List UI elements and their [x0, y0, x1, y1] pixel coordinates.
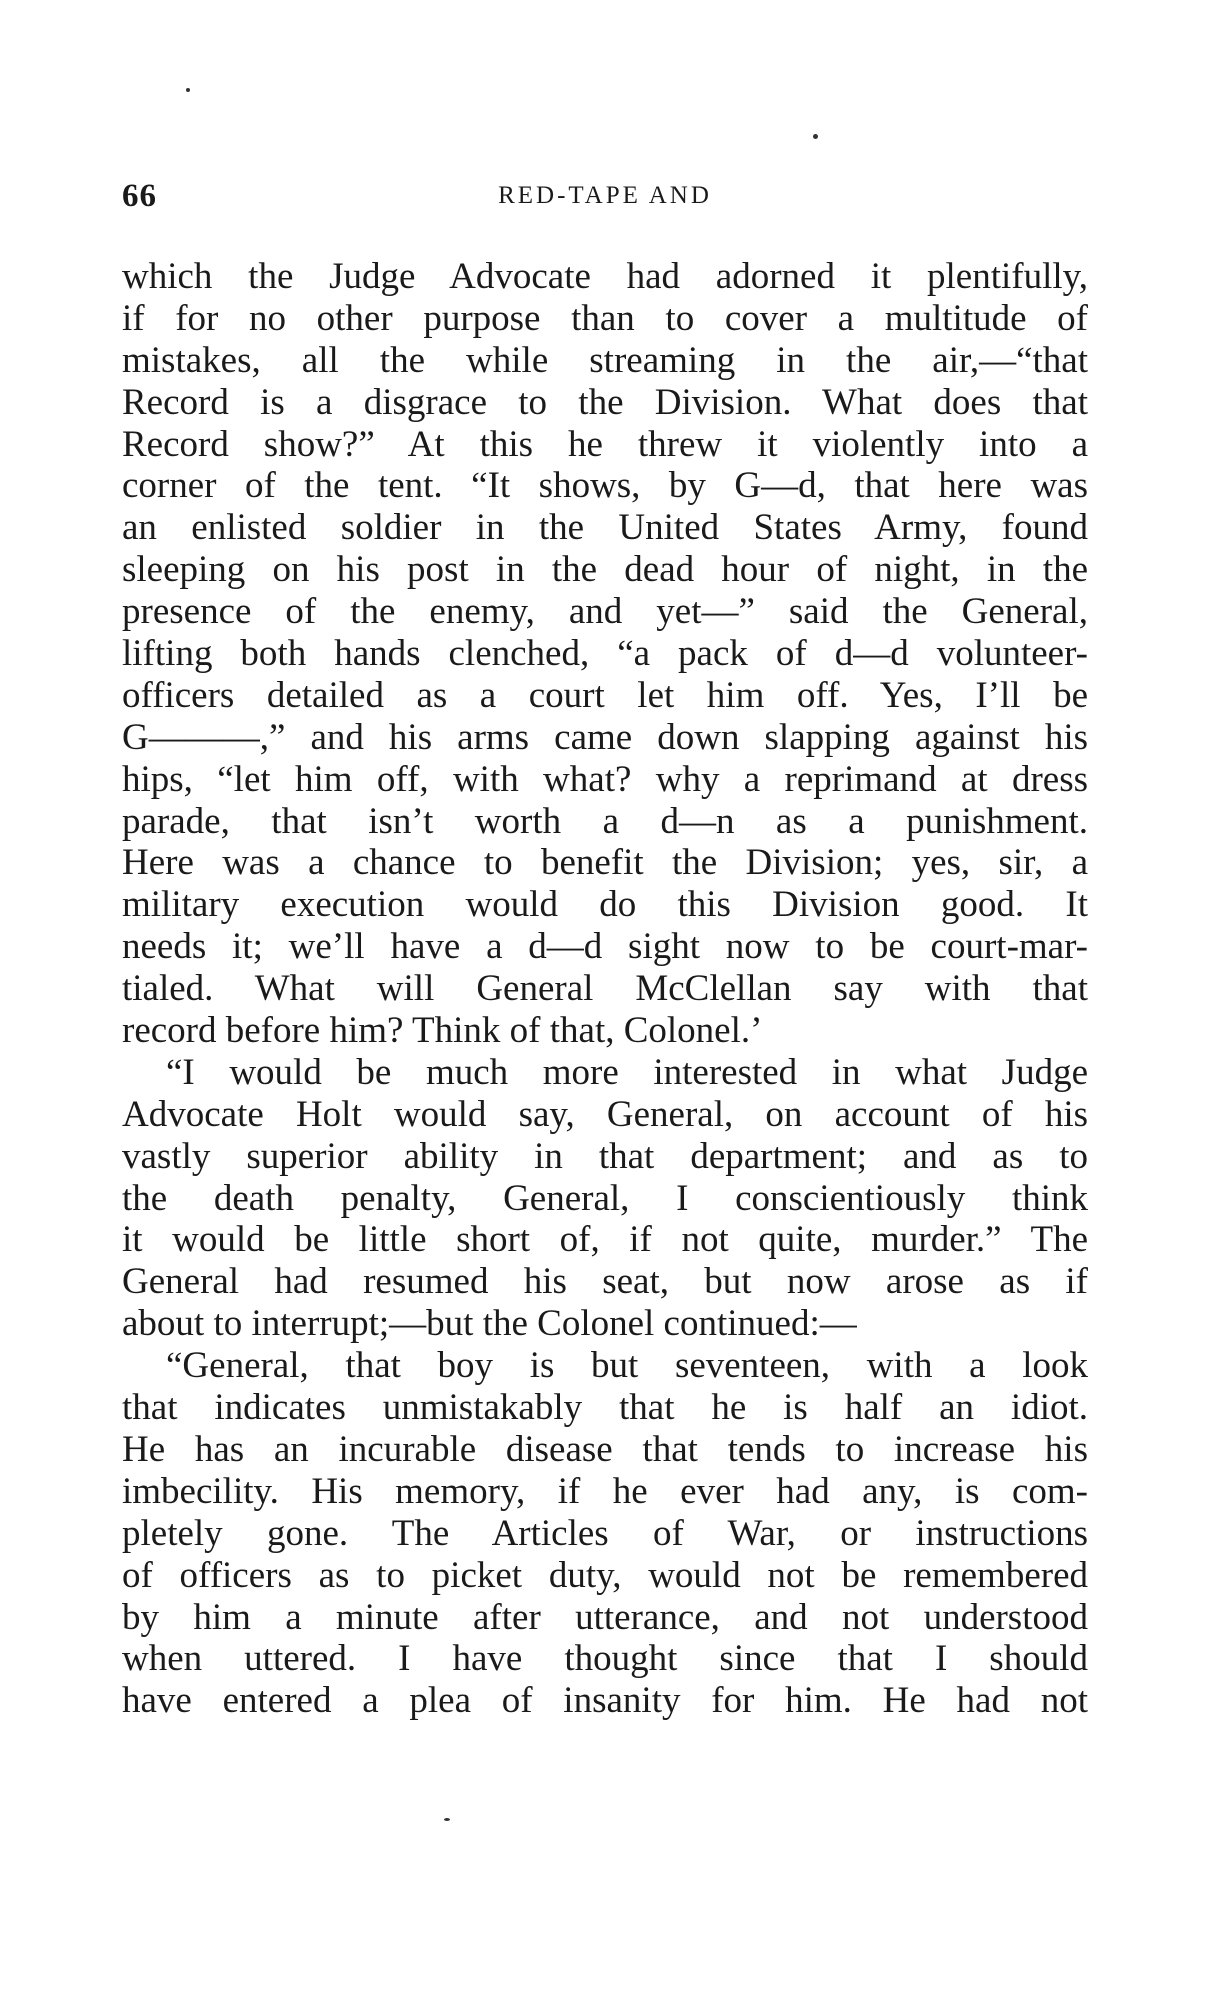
text-line: have entered a plea of insanity for him. He had not [122, 1680, 1088, 1722]
text-line: needs it; we’ll have a d—d sight now to be court-mar- [122, 926, 1088, 968]
text-line: hips, “let him off, with what? why a reprimand at dress [122, 758, 1088, 800]
text-line: an enlisted soldier in the United States Army, found [122, 507, 1088, 549]
text-line: corner of the tent. “It shows, by G—d, that here was [122, 465, 1088, 507]
running-head [122, 178, 1088, 218]
text-line: presence of the enemy, and yet—” said the General, [122, 591, 1088, 633]
text-line: G———,” and his arms came down slapping against his [122, 716, 1088, 758]
body-text [122, 256, 1088, 1722]
text-line: General had resumed his seat, but now arose as if [122, 1261, 1088, 1303]
text-line: He has an incurable disease that tends to increase his [122, 1428, 1088, 1470]
text-line: tialed. What will General McClellan say with that [122, 968, 1088, 1010]
print-speck [444, 1818, 450, 1821]
text-line: when uttered. I have thought since that I should [122, 1638, 1088, 1680]
text-line: it would be little short of, if not quite, murder.” The [122, 1219, 1088, 1261]
text-line: by him a minute after utterance, and not understood [122, 1596, 1088, 1638]
text-line: the death penalty, General, I conscientiously think [122, 1177, 1088, 1219]
text-line: Record is a disgrace to the Division. What does that [122, 381, 1088, 423]
text-line: record before him? Think of that, Colonel.’ [122, 1010, 763, 1052]
text-line: if for no other purpose than to cover a multitude of [122, 297, 1088, 339]
text-line: mistakes, all the while streaming in the air,—“that [122, 339, 1088, 381]
print-speck [186, 88, 190, 92]
text-line: which the Judge Advocate had adorned it plentifully, [122, 256, 1088, 297]
text-line: of officers as to picket duty, would not be remembered [122, 1554, 1088, 1596]
text-line: parade, that isn’t worth a d—n as a punishment. [122, 800, 1088, 842]
page-number: 66 [122, 178, 157, 214]
text-line: that indicates unmistakably that he is half an idiot. [122, 1387, 1088, 1429]
text-line: military execution would do this Division good. It [122, 884, 1088, 926]
text-line: sleeping on his post in the dead hour of night, in the [122, 549, 1088, 591]
text-line: imbecility. His memory, if he ever had any, is com- [122, 1470, 1088, 1512]
text-line: Record show?” At this he threw it violently into a [122, 423, 1088, 465]
running-title: RED-TAPE AND [498, 182, 712, 209]
text-line: Advocate Holt would say, General, on account of his [122, 1093, 1088, 1135]
text-line: officers detailed as a court let him off. Yes, I’ll be [122, 674, 1088, 716]
text-line: “General, that boy is but seventeen, with a look [166, 1345, 1088, 1387]
print-speck [813, 134, 818, 139]
text-line: “I would be much more interested in what Judge [166, 1051, 1088, 1093]
text-line: lifting both hands clenched, “a pack of d—d volunteer- [122, 633, 1088, 675]
text-line: vastly superior ability in that department; and as to [122, 1135, 1088, 1177]
text-line: Here was a chance to benefit the Division; yes, sir, a [122, 842, 1088, 884]
text-line: pletely gone. The Articles of War, or instructions [122, 1512, 1088, 1554]
text-line: about to interrupt;—but the Colonel continued:— [122, 1303, 857, 1345]
